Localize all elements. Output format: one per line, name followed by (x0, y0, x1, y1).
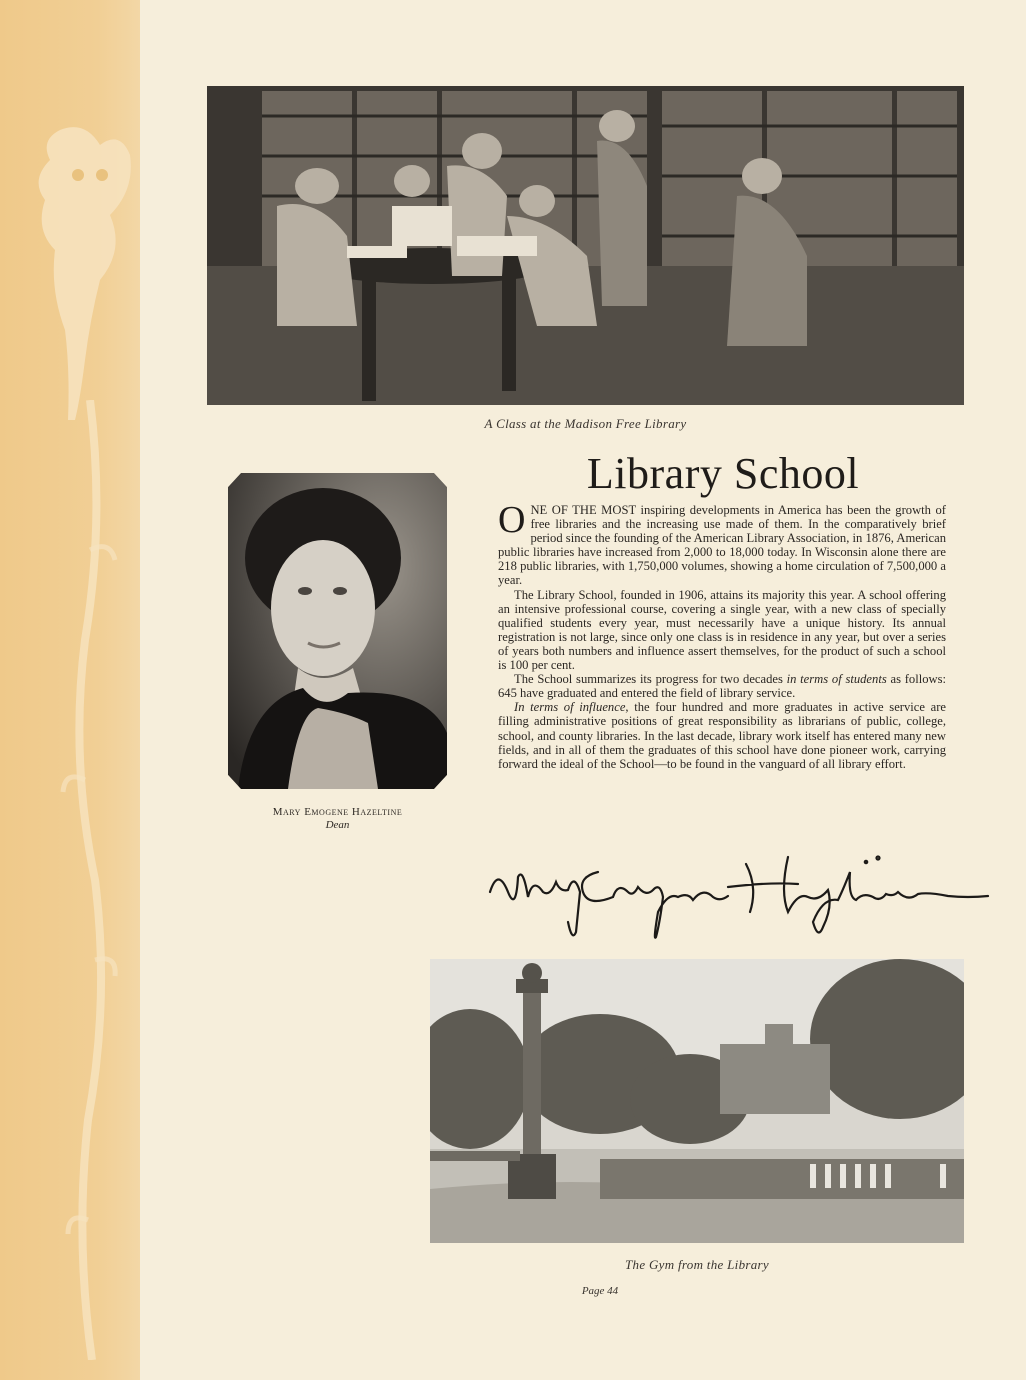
article-paragraph: ONE OF THE MOST inspiring developments in America has been the growth of free libraries and the increasing use made of them. In the comparatively brief period since the founding of the American Library Association, in 1876, American public libraries have increased from 2,000 to 18,000 today. In Wisconsin alone there are 218 public libraries, with 1,750,000 volumes, showing a home circulation of 7,500,000 a year. (498, 499, 946, 588)
portrait-role-caption: Dean (325, 819, 350, 831)
portrait-name-caption: Mary Emogene Hazeltine (272, 806, 403, 818)
drop-cap: O (498, 499, 526, 541)
owl-ornament-icon (30, 120, 140, 420)
bottom-photo-caption: The Gym from the Library (625, 1257, 769, 1272)
article-paragraph: The Library School, founded in 1906, attains its majority this year. A school offering an intensive professional course, covering a single year, with a new class of specially qualified students every year, must necessarily have a unique history. Its annual registration is not large, since only one class is in residence in any year, but over a series of years both numbers and influence assert themselves, for the product of such a school is 100 per cent. (498, 587, 946, 673)
vine-ornament-icon (60, 400, 120, 1360)
handwritten-signature (488, 852, 990, 942)
library-class-photo (207, 86, 964, 405)
article-body (498, 499, 946, 771)
article-paragraph: The School summarizes its progress for two decades in terms of students as follows: 645 have graduated and entered the field of library service. (498, 672, 946, 701)
page-number: Page 44 (581, 1285, 619, 1297)
article-title: Library School (586, 449, 860, 498)
gym-photo (430, 959, 964, 1243)
article-paragraph: In terms of influence, the four hundred and more graduates in active service are filling administrative positions of great responsibility as librarians of public, college, school, and county libraries. In the last decade, library work itself has entered many new fields, and in all of them the graduates of this school have done pioneer work, carrying forward the ideal of the School—to be found in the vanguard of all library effort. (498, 700, 946, 771)
dean-portrait (228, 473, 447, 789)
decorative-margin-band (0, 0, 140, 1380)
top-photo-caption: A Class at the Madison Free Library (484, 416, 687, 431)
